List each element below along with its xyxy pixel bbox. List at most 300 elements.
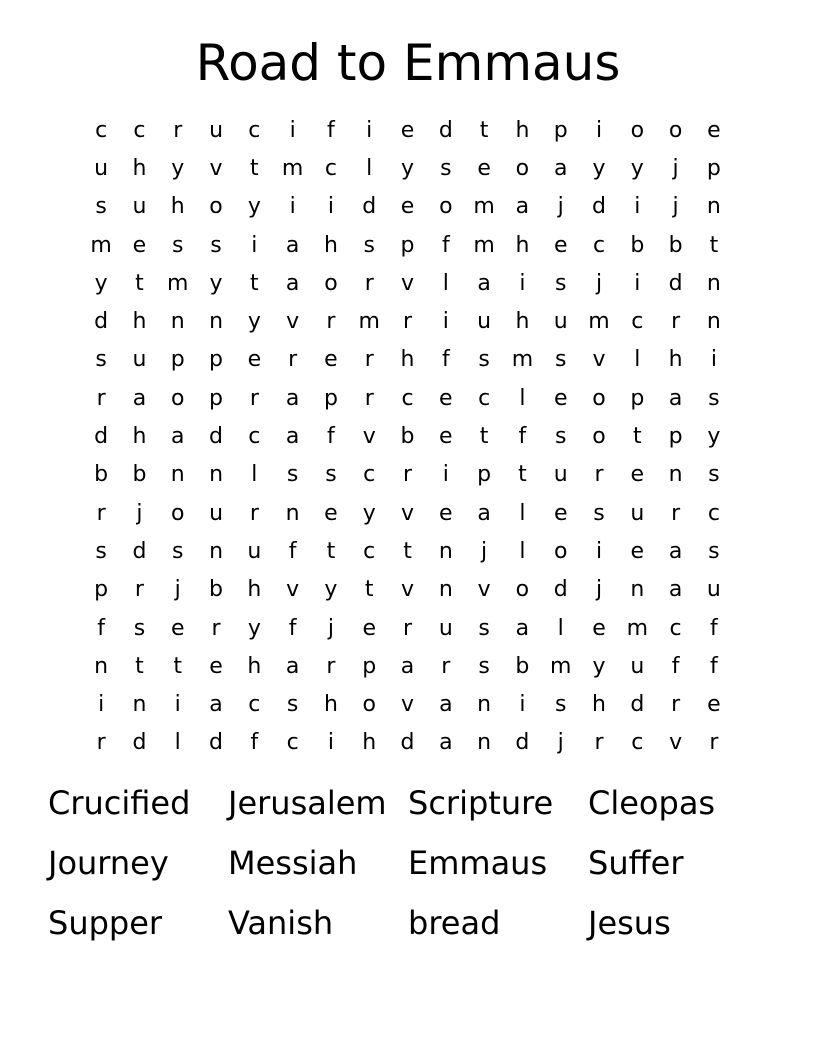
- grid-letter: y: [630, 155, 644, 181]
- grid-letter: m: [281, 155, 304, 181]
- grid-letter: i: [634, 194, 641, 220]
- grid-letter: d: [362, 194, 377, 220]
- grid-letter: l: [366, 155, 373, 181]
- word-list-item: Vanish: [228, 904, 334, 942]
- grid-letter: e: [324, 347, 338, 373]
- grid-letter: o: [553, 538, 568, 564]
- grid-letter: n: [209, 538, 224, 564]
- grid-letter: b: [630, 232, 645, 258]
- grid-letter: f: [441, 347, 450, 373]
- grid-letter: v: [401, 500, 415, 526]
- grid-letter: y: [94, 270, 108, 296]
- grid-letter: t: [135, 653, 144, 679]
- grid-letter: v: [401, 692, 415, 718]
- grid-letter: a: [477, 500, 491, 526]
- grid-letter: u: [553, 309, 568, 335]
- grid-letter: h: [247, 653, 262, 679]
- grid-letter: s: [440, 155, 452, 181]
- grid-letter: e: [400, 194, 415, 220]
- grid-letter: e: [592, 615, 606, 641]
- grid-letter: h: [592, 692, 606, 718]
- grid-letter: r: [96, 500, 106, 526]
- grid-letter: n: [170, 462, 185, 488]
- grid-letter: j: [557, 730, 564, 756]
- grid-letter: t: [403, 538, 412, 564]
- grid-letter: s: [95, 538, 107, 564]
- grid-letter: r: [671, 309, 681, 335]
- grid-letter: h: [362, 730, 377, 756]
- grid-letter: f: [250, 730, 259, 756]
- grid-letter: s: [210, 232, 222, 258]
- grid-letter: c: [363, 462, 376, 488]
- grid-letter: p: [209, 347, 224, 373]
- grid-letter: t: [173, 653, 183, 679]
- grid-letter: d: [132, 730, 147, 756]
- grid-letter: a: [553, 155, 568, 181]
- grid-letter: e: [209, 653, 223, 679]
- grid-letter: l: [174, 730, 181, 756]
- grid-letter: d: [553, 577, 568, 603]
- grid-letter: d: [209, 424, 224, 450]
- grid-letter: c: [401, 385, 414, 411]
- grid-letter: f: [327, 117, 335, 143]
- grid-letter: a: [515, 194, 530, 220]
- grid-letter: p: [553, 117, 568, 143]
- grid-letter: r: [594, 730, 604, 756]
- grid-letter: s: [554, 347, 567, 373]
- grid-letter: n: [132, 692, 147, 718]
- grid-letter: l: [634, 347, 641, 373]
- grid-letter: e: [553, 385, 568, 411]
- grid-letter: r: [364, 347, 374, 373]
- grid-letter: f: [671, 653, 680, 679]
- grid-letter: u: [132, 347, 147, 373]
- grid-letter: t: [135, 270, 144, 296]
- grid-letter: c: [478, 385, 491, 411]
- grid-letter: e: [439, 424, 453, 450]
- grid-letter: s: [554, 424, 567, 450]
- grid-letter: d: [209, 730, 224, 756]
- word-list-item: Scripture: [408, 784, 554, 822]
- grid-letter: h: [515, 309, 530, 335]
- grid-letter: r: [96, 730, 106, 756]
- grid-letter: t: [250, 155, 259, 181]
- grid-letter: p: [94, 577, 109, 603]
- grid-letter: v: [286, 577, 300, 603]
- grid-letter: r: [594, 462, 604, 488]
- grid-letter: i: [289, 117, 296, 143]
- grid-letter: u: [630, 653, 645, 679]
- word-list-item: Jesus: [588, 904, 671, 942]
- grid-letter: y: [209, 270, 223, 296]
- grid-letter: j: [557, 194, 564, 220]
- grid-letter: t: [479, 117, 489, 143]
- grid-letter: p: [668, 424, 683, 450]
- grid-letter: a: [439, 692, 453, 718]
- grid-letter: h: [247, 577, 262, 603]
- grid-letter: o: [592, 424, 606, 450]
- grid-letter: m: [626, 615, 649, 641]
- grid-letter: o: [630, 117, 645, 143]
- grid-letter: o: [324, 270, 338, 296]
- grid-letter: r: [211, 615, 221, 641]
- grid-letter: r: [326, 653, 336, 679]
- grid-letter: c: [631, 730, 644, 756]
- grid-letter: i: [634, 270, 641, 296]
- grid-letter: o: [171, 385, 185, 411]
- grid-letter: d: [94, 309, 109, 335]
- grid-letter: d: [668, 270, 683, 296]
- grid-letter: s: [286, 462, 299, 488]
- grid-letter: s: [708, 538, 720, 564]
- grid-letter: c: [286, 730, 299, 756]
- grid-letter: c: [363, 538, 376, 564]
- grid-letter: i: [519, 270, 526, 296]
- grid-letter: e: [362, 615, 376, 641]
- grid-letter: t: [518, 462, 527, 488]
- grid-letter: u: [438, 615, 453, 641]
- grid-letter: s: [95, 347, 107, 373]
- grid-letter: j: [672, 155, 679, 181]
- grid-letter: e: [400, 117, 415, 143]
- grid-letter: a: [668, 538, 683, 564]
- grid-letter: p: [323, 385, 338, 411]
- grid-letter: s: [478, 347, 490, 373]
- word-list-item: Emmaus: [408, 844, 548, 882]
- grid-letter: b: [132, 462, 147, 488]
- grid-letter: a: [285, 653, 300, 679]
- grid-letter: a: [668, 577, 683, 603]
- grid-letter: a: [285, 232, 300, 258]
- grid-letter: r: [671, 500, 681, 526]
- grid-letter: c: [95, 117, 108, 143]
- grid-letter: i: [595, 538, 603, 564]
- grid-letter: s: [554, 270, 567, 296]
- grid-letter: c: [707, 500, 720, 526]
- grid-letter: a: [439, 730, 453, 756]
- grid-letter: a: [285, 424, 300, 450]
- grid-letter: r: [403, 462, 413, 488]
- grid-letter: u: [132, 194, 147, 220]
- grid-letter: f: [288, 538, 297, 564]
- grid-letter: t: [479, 424, 489, 450]
- grid-letter: a: [285, 385, 300, 411]
- grid-letter: s: [325, 462, 337, 488]
- grid-letter: r: [709, 730, 719, 756]
- grid-letter: a: [171, 424, 185, 450]
- grid-letter: l: [442, 270, 449, 296]
- grid-letter: y: [247, 194, 261, 220]
- grid-letter: u: [94, 155, 109, 181]
- grid-letter: p: [706, 155, 721, 181]
- grid-letter: s: [708, 462, 720, 488]
- word-list-item: Suffer: [588, 844, 684, 882]
- grid-letter: c: [592, 232, 606, 258]
- grid-letter: r: [173, 117, 183, 143]
- grid-letter: f: [441, 232, 450, 258]
- grid-letter: e: [553, 232, 568, 258]
- grid-letter: j: [595, 577, 603, 603]
- grid-letter: d: [94, 424, 109, 450]
- grid-letter: a: [132, 385, 147, 411]
- grid-letter: t: [709, 232, 719, 258]
- grid-letter: i: [519, 692, 526, 718]
- grid-letter: n: [209, 309, 224, 335]
- grid-letter: d: [592, 194, 606, 220]
- grid-letter: o: [515, 577, 530, 603]
- grid-letter: n: [94, 653, 109, 679]
- grid-letter: i: [327, 730, 334, 756]
- grid-letter: v: [669, 730, 683, 756]
- word-list-item: Crucified: [48, 784, 191, 822]
- grid-letter: c: [324, 155, 337, 181]
- grid-letter: m: [511, 347, 534, 373]
- grid-letter: r: [96, 385, 106, 411]
- grid-letter: f: [710, 615, 718, 641]
- word-list: [48, 778, 768, 958]
- grid-letter: a: [209, 692, 223, 718]
- grid-letter: e: [477, 155, 491, 181]
- grid-letter: u: [477, 309, 492, 335]
- grid-letter: n: [706, 270, 721, 296]
- grid-letter: n: [438, 577, 453, 603]
- grid-letter: v: [401, 577, 415, 603]
- grid-letter: d: [438, 117, 453, 143]
- grid-letter: o: [515, 155, 530, 181]
- grid-letter: t: [326, 538, 336, 564]
- grid-letter: n: [209, 462, 224, 488]
- grid-letter: u: [706, 577, 721, 603]
- grid-letter: s: [133, 615, 146, 641]
- grid-letter: o: [171, 500, 185, 526]
- grid-letter: n: [438, 538, 453, 564]
- grid-letter: e: [707, 117, 721, 143]
- grid-letter: b: [209, 577, 224, 603]
- grid-letter: l: [251, 462, 258, 488]
- grid-letter: m: [90, 232, 112, 258]
- grid-letter: d: [630, 692, 645, 718]
- grid-letter: o: [668, 117, 683, 143]
- grid-letter: b: [668, 232, 683, 258]
- word-list-item: Cleopas: [588, 784, 716, 822]
- grid-letter: l: [557, 615, 564, 641]
- grid-letter: i: [251, 232, 258, 258]
- grid-letter: c: [631, 309, 644, 335]
- grid-letter: s: [172, 232, 184, 258]
- grid-letter: h: [132, 155, 147, 181]
- grid-letter: f: [327, 424, 335, 450]
- word-list-item: Journey: [48, 844, 169, 882]
- grid-letter: r: [403, 309, 413, 335]
- grid-letter: v: [401, 270, 415, 296]
- grid-letter: y: [592, 653, 606, 679]
- grid-letter: o: [209, 194, 223, 220]
- word-list-item: Supper: [48, 904, 163, 942]
- grid-letter: u: [630, 500, 645, 526]
- grid-letter: e: [630, 538, 645, 564]
- grid-letter: h: [515, 232, 530, 258]
- grid-letter: r: [134, 577, 144, 603]
- grid-letter: m: [473, 194, 495, 220]
- grid-letter: n: [668, 462, 683, 488]
- grid-letter: r: [364, 270, 374, 296]
- letter-grid: [82, 111, 733, 762]
- grid-letter: r: [326, 309, 336, 335]
- grid-letter: e: [170, 615, 185, 641]
- grid-letter: p: [400, 232, 415, 258]
- grid-letter: c: [248, 424, 261, 450]
- grid-letter: m: [549, 653, 572, 679]
- grid-letter: r: [441, 653, 451, 679]
- grid-letter: r: [403, 615, 413, 641]
- grid-letter: m: [588, 309, 610, 335]
- grid-letter: p: [170, 347, 185, 373]
- grid-letter: h: [323, 232, 338, 258]
- grid-letter: e: [630, 462, 645, 488]
- grid-letter: o: [362, 692, 376, 718]
- grid-letter: e: [132, 232, 147, 258]
- grid-letter: v: [362, 424, 376, 450]
- grid-letter: e: [707, 692, 721, 718]
- grid-letter: y: [247, 615, 261, 641]
- grid-letter: f: [518, 424, 527, 450]
- grid-letter: i: [595, 117, 603, 143]
- grid-letter: o: [592, 385, 606, 411]
- grid-letter: p: [477, 462, 492, 488]
- grid-letter: u: [209, 500, 224, 526]
- grid-letter: s: [478, 615, 490, 641]
- grid-letter: v: [592, 347, 606, 373]
- grid-letter: i: [442, 462, 449, 488]
- grid-letter: i: [327, 194, 334, 220]
- grid-letter: f: [710, 653, 718, 679]
- grid-letter: e: [324, 500, 338, 526]
- grid-letter: s: [478, 653, 490, 679]
- grid-letter: y: [324, 577, 338, 603]
- grid-letter: u: [209, 117, 224, 143]
- grid-letter: s: [708, 385, 720, 411]
- grid-letter: a: [400, 653, 415, 679]
- grid-letter: m: [167, 270, 189, 296]
- grid-letter: d: [515, 730, 530, 756]
- grid-letter: o: [439, 194, 453, 220]
- grid-letter: y: [707, 424, 721, 450]
- grid-letter: d: [132, 538, 147, 564]
- grid-letter: j: [174, 577, 181, 603]
- grid-letter: s: [286, 692, 299, 718]
- grid-letter: f: [288, 615, 297, 641]
- grid-letter: h: [170, 194, 185, 220]
- grid-letter: v: [477, 577, 491, 603]
- grid-letter: i: [442, 309, 449, 335]
- grid-letter: n: [630, 577, 645, 603]
- grid-letter: y: [247, 309, 261, 335]
- grid-letter: a: [515, 615, 530, 641]
- word-list-item: Messiah: [228, 844, 358, 882]
- grid-letter: l: [519, 385, 526, 411]
- grid-letter: r: [288, 347, 298, 373]
- grid-letter: v: [209, 155, 223, 181]
- grid-letter: c: [133, 117, 146, 143]
- grid-letter: y: [362, 500, 376, 526]
- grid-letter: p: [630, 385, 645, 411]
- grid-letter: n: [477, 730, 492, 756]
- grid-letter: j: [481, 538, 488, 564]
- grid-letter: n: [285, 500, 300, 526]
- grid-letter: h: [132, 424, 147, 450]
- grid-letter: b: [400, 424, 415, 450]
- word-list-item: Jerusalem: [228, 784, 387, 822]
- grid-letter: u: [247, 538, 262, 564]
- grid-letter: r: [671, 692, 681, 718]
- grid-letter: j: [327, 615, 334, 641]
- grid-letter: j: [595, 270, 603, 296]
- grid-letter: m: [473, 232, 495, 258]
- grid-letter: f: [97, 615, 106, 641]
- grid-letter: j: [672, 194, 679, 220]
- grid-letter: n: [706, 309, 721, 335]
- grid-letter: i: [710, 347, 717, 373]
- grid-letter: b: [515, 653, 530, 679]
- grid-letter: e: [247, 347, 262, 373]
- grid-letter: e: [439, 385, 453, 411]
- grid-letter: i: [98, 692, 105, 718]
- grid-letter: j: [136, 500, 143, 526]
- grid-letter: s: [95, 194, 107, 220]
- grid-letter: s: [363, 232, 375, 258]
- grid-letter: t: [364, 577, 374, 603]
- grid-letter: s: [172, 538, 184, 564]
- grid-letter: r: [364, 385, 374, 411]
- grid-letter: b: [94, 462, 109, 488]
- grid-letter: u: [553, 462, 568, 488]
- grid-letter: c: [669, 615, 682, 641]
- grid-letter: a: [668, 385, 683, 411]
- grid-letter: h: [323, 692, 338, 718]
- grid-letter: a: [477, 270, 491, 296]
- grid-letter: c: [248, 692, 261, 718]
- grid-letter: l: [519, 538, 526, 564]
- grid-letter: n: [170, 309, 185, 335]
- grid-letter: p: [362, 653, 377, 679]
- grid-letter: p: [209, 385, 224, 411]
- grid-letter: n: [477, 692, 492, 718]
- grid-letter: y: [401, 155, 415, 181]
- grid-letter: i: [174, 692, 181, 718]
- grid-letter: l: [519, 500, 526, 526]
- grid-letter: h: [515, 117, 530, 143]
- grid-letter: i: [366, 117, 373, 143]
- grid-letter: n: [706, 194, 721, 220]
- grid-letter: y: [592, 155, 606, 181]
- grid-letter: e: [553, 500, 568, 526]
- word-list-item: bread: [408, 904, 501, 942]
- grid-letter: d: [400, 730, 415, 756]
- grid-letter: h: [400, 347, 415, 373]
- grid-letter: a: [285, 270, 300, 296]
- grid-letter: r: [249, 385, 259, 411]
- grid-letter: r: [249, 500, 259, 526]
- grid-letter: h: [668, 347, 683, 373]
- grid-letter: m: [358, 309, 380, 335]
- grid-letter: s: [554, 692, 567, 718]
- grid-letter: y: [171, 155, 185, 181]
- grid-letter: h: [132, 309, 147, 335]
- grid-letter: i: [289, 194, 296, 220]
- page-title: Road to Emmaus: [195, 34, 621, 92]
- grid-letter: e: [439, 500, 453, 526]
- grid-letter: t: [632, 424, 642, 450]
